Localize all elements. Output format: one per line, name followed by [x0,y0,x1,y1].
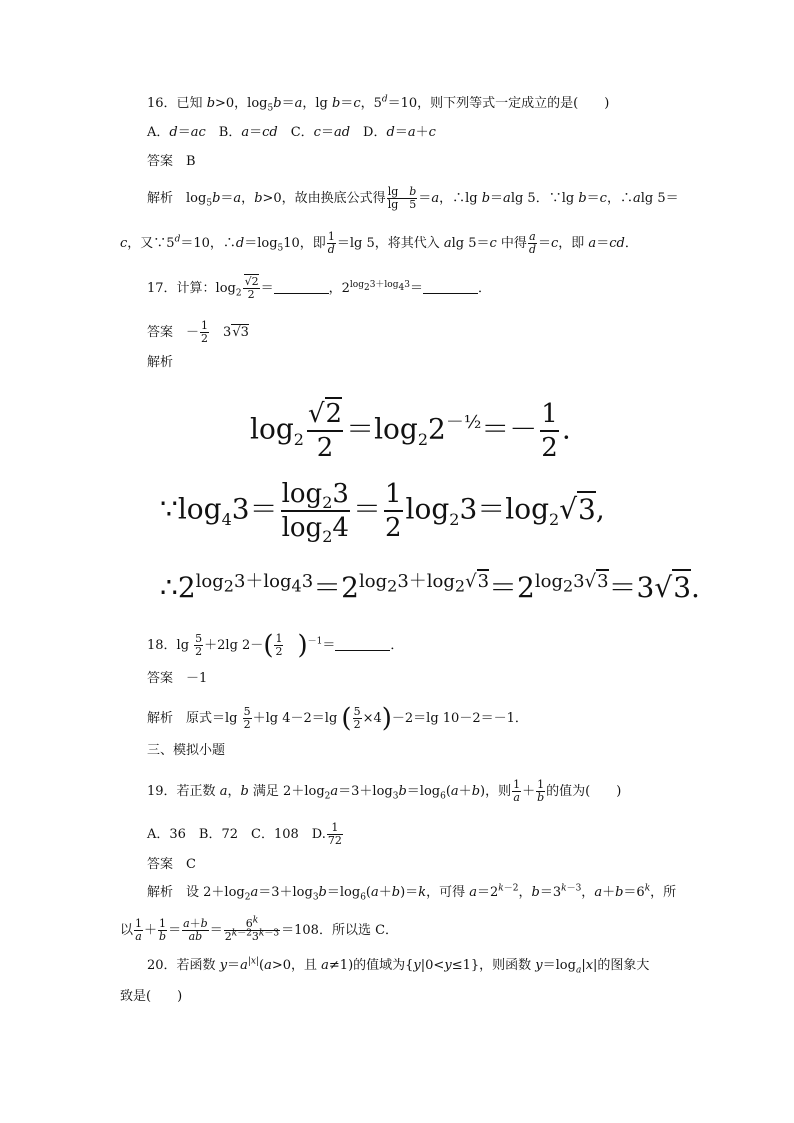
q17-analysis-label: 解析 [147,355,174,370]
q20-stem-line1: 20．若函数 $y=a^{|x|}(a>0$，且 a≠1)的值域为{y|0<y≤1}，则函数 $y=\log_a|x|$的图象大 [147,956,650,976]
q17-formula-2: $\because\log_43=$ $\frac{\log_23}{\log_24}$ ＝ $\frac{1}{2}$ $\log_23=\log_2√3$, [160,479,605,547]
q16-analysis-line2: c，又$\because 5^d=10$，$\therefore d=\log_510$，即 $\frac{1}{d}$ ＝lg 5，将其代入 alg 5＝c 中得 $\frac{a}{d}$ ＝c，即 a＝cd． [120,230,638,256]
q19-stem: 19．若正数 a，b 满足 $2+\log_2a=3+\log_3b=\log_6(a+b)$，则 $\frac{1}{a}$ ＋ $\frac{1}{b}$ 的值为( ) [147,778,622,804]
q18-answer: 答案 －1 [147,671,208,686]
q18-analysis: 解析 原式＝lg $\frac{5}{2}$ ＋lg 4－2＝lg ( $\frac{5}{2}$ ×4)－2＝lg 10－2＝－1． [147,703,528,734]
section-3-heading: 三、模拟小题 [147,743,226,758]
q17-stem: 17．计算：$\log_2$ $\frac{√2}{2}$ ＝ ，$2^{log_23+log_43}=$ ． [147,275,491,301]
q18-stem: 18．lg $\frac{5}{2}$ ＋2lg 2－( $\frac{1}{2}$ )$^{-1}$＝ ． [147,630,404,661]
q20-stem-line2: 致是( ) [120,989,183,1004]
q17-formula-1: $\log_2$ $\frac{√2}{2}$ $=\log_22^{-\frac{1}{2}}=-$ $\frac{1}{2}$ . [250,399,571,463]
q16-analysis-line1: 解析 $\log_5b=a$，b>0，故由换底公式得 $\frac{\text{lg b}}{\lg 5}$ ＝a，∴lg b＝alg 5．∵lg b＝c，∴alg 5＝ [147,185,679,211]
q17-answer: 答案 － $\frac{1}{2}$ 3√3 [147,319,249,345]
q19-analysis-line2: 以 $\frac{1}{a}$ ＋ $\frac{1}{b}$ ＝ $\frac{a+b}{ab}$ ＝ $\frac{6^k}{2^{k-2}3^{k-3}}$ ＝108．所以选 C． [120,915,399,943]
q19-analysis-line1: 解析 设 $2+\log_2a=3+\log_3b=\log_6(a+b)=k$，可得 $a=2^{k-2}$，$b=3^{k-3}$，$a+b=6^k$，所 [147,883,677,903]
q16-answer: 答案 B [147,154,196,169]
q17-formula-3: $\therefore 2^{log_23+log_43}=2^{log_23+log_2√3}=2^{log_23√3}=3√3$. [160,570,700,604]
q19-options: A．36 B．72 C．108 D. $\frac{1}{72}$ [147,821,342,847]
q16-stem: 16．已知 b>0，$\log_5b=a$，lg b＝c，$5^d=10$，则下列等式一定成立的是( ) [147,94,610,114]
q16-options: A．d＝ac B．a＝cd C．c＝ad D．d＝a＋c [147,125,436,140]
q19-answer: 答案 C [147,857,196,872]
